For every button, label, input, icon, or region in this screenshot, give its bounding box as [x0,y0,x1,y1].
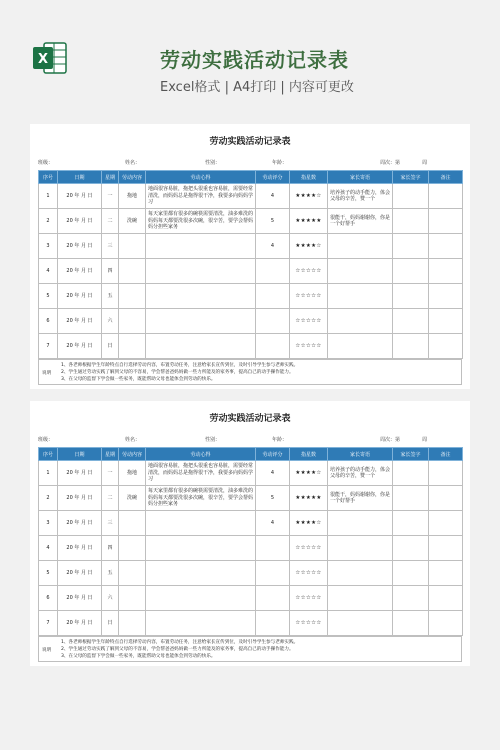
parent-message-cell: 很能干，妈妈谢谢你，你是一个好帮手 [328,486,393,511]
date-cell: 20 年 月 日 [58,234,102,259]
note-line: 1、各老师根据学生年龄特点自行选择劳动内容，布置劳动任务，注意给家长宣传到位，及时引导学生参与老师实践。 [61,363,299,368]
remarks-cell [429,234,463,259]
note-line: 1、各老师根据学生年龄特点自行选择劳动内容，布置劳动任务，注意给家长宣传到位，及时引导学生参与老师实践。 [61,640,299,645]
insight-cell [146,611,256,636]
parent-message-cell: 很能干，妈妈谢谢你，你是一个好帮手 [328,209,393,234]
remarks-cell [429,259,463,284]
name-label: 姓名： [125,437,141,443]
column-header: 劳动内容 [119,448,146,461]
sheet-title: 劳动实践活动记录表 [209,137,291,147]
record-table [38,170,463,359]
content-cell: 洗碗 [119,209,146,234]
insight-cell [146,234,256,259]
table-row [39,284,463,309]
star-rating: ☆☆☆☆☆ [290,284,328,309]
date-cell: 20 年 月 日 [58,309,102,334]
record-sheet-1 [30,124,470,389]
table-row [39,259,463,284]
content-cell [119,586,146,611]
insight-cell: 地面很容易脏，拖把头很重也容易脏，需要经常清洗，而妈妈总是拖得很干净，我要多向妈妈学习 [146,184,256,209]
table-row [39,486,463,511]
insight-cell: 每天家里都有很多的碗筷需要清洗，油多难洗的妈妈每天都要洗很多次碗，很辛苦，要学会帮妈妈分担些家务 [146,486,256,511]
star-rating: ☆☆☆☆☆ [290,536,328,561]
date-cell: 20 年 月 日 [58,486,102,511]
remarks-cell [429,511,463,536]
weekday-cell: 二 [102,486,119,511]
insight-cell: 每天家里都有很多的碗筷需要清洗，油多难洗的妈妈每天都要洗很多次碗，很辛苦，要学会帮妈妈分担些家务 [146,209,256,234]
table-row [39,586,463,611]
table-header-row [39,171,463,184]
row-number: 5 [39,284,58,309]
remarks-cell [429,209,463,234]
page-subtitle: Excel格式 | A4打印 | 内容可更改 [160,80,354,95]
score-cell [256,309,290,334]
table-row [39,309,463,334]
score-cell [256,536,290,561]
insight-cell [146,309,256,334]
record-table [38,447,463,636]
column-header: 家长签字 [393,171,429,184]
score-cell [256,259,290,284]
parent-signature-cell [393,259,429,284]
insight-cell [146,561,256,586]
insight-cell [146,586,256,611]
score-cell [256,561,290,586]
row-number: 3 [39,234,58,259]
insight-cell [146,334,256,359]
parent-message-cell [328,611,393,636]
column-header: 劳动评分 [256,171,290,184]
remarks-cell [429,461,463,486]
column-header: 指星数 [290,171,328,184]
date-cell: 20 年 月 日 [58,561,102,586]
svg-text:X: X [37,52,49,67]
score-cell: 5 [256,486,290,511]
column-header: 日期 [58,171,102,184]
week-unit-label: 周 [422,437,428,443]
star-rating: ☆☆☆☆☆ [290,334,328,359]
score-cell [256,586,290,611]
column-header: 星期 [102,171,119,184]
content-cell: 拖地 [119,461,146,486]
table-row [39,184,463,209]
table-row [39,611,463,636]
notes-label: 说明 [42,371,52,376]
insight-cell [146,511,256,536]
weekday-cell: 日 [102,611,119,636]
column-header: 家长签字 [393,448,429,461]
column-header: 劳动心得 [146,171,256,184]
remarks-cell [429,611,463,636]
insight-cell [146,259,256,284]
weekday-cell: 四 [102,536,119,561]
weekday-cell: 三 [102,511,119,536]
parent-signature-cell [393,234,429,259]
week-label: 周次：第 [380,160,401,166]
parent-signature-cell [393,586,429,611]
row-number: 2 [39,486,58,511]
parent-message-cell [328,259,393,284]
date-cell: 20 年 月 日 [58,586,102,611]
date-cell: 20 年 月 日 [58,461,102,486]
parent-message-cell [328,334,393,359]
score-cell [256,334,290,359]
column-header: 劳动内容 [119,171,146,184]
content-cell [119,536,146,561]
column-header: 序号 [39,171,58,184]
star-rating: ★★★★☆ [290,511,328,536]
content-cell [119,611,146,636]
star-rating: ☆☆☆☆☆ [290,259,328,284]
week-unit-label: 周 [422,160,428,166]
date-cell: 20 年 月 日 [58,184,102,209]
parent-signature-cell [393,511,429,536]
class-label: 班级： [38,160,54,166]
row-number: 4 [39,259,58,284]
parent-signature-cell [393,284,429,309]
score-cell [256,611,290,636]
remarks-cell [429,184,463,209]
date-cell: 20 年 月 日 [58,334,102,359]
row-number: 1 [39,461,58,486]
parent-signature-cell [393,461,429,486]
weekday-cell: 三 [102,234,119,259]
remarks-cell [429,486,463,511]
content-cell [119,511,146,536]
table-row [39,536,463,561]
content-cell [119,234,146,259]
star-rating: ★★★★☆ [290,234,328,259]
week-label: 周次：第 [380,437,401,443]
score-cell: 4 [256,234,290,259]
score-cell: 5 [256,209,290,234]
star-rating: ☆☆☆☆☆ [290,309,328,334]
parent-signature-cell [393,561,429,586]
star-rating: ★★★★★ [290,209,328,234]
parent-message-cell [328,561,393,586]
content-cell [119,309,146,334]
notes-box [38,359,462,385]
score-cell: 4 [256,461,290,486]
note-line: 3、在父母的监督下学会做一些家务，既能帮助父母也能体会到劳动的快乐。 [61,377,216,382]
weekday-cell: 一 [102,184,119,209]
column-header: 家长寄语 [328,171,393,184]
name-label: 姓名： [125,160,141,166]
sheet-title: 劳动实践活动记录表 [209,414,291,424]
star-rating: ★★★★★ [290,486,328,511]
date-cell: 20 年 月 日 [58,536,102,561]
note-line: 2、学生通过劳动实践了解到父母的不容易，学会帮爸爸妈妈做一些力所能及的家务事，提高自己的动手操作能力。 [61,647,294,652]
parent-signature-cell [393,334,429,359]
notes-box [38,636,462,662]
row-number: 1 [39,184,58,209]
date-cell: 20 年 月 日 [58,259,102,284]
parent-message-cell: 培养孩子的动手能力，体会父母的辛苦，赞一个 [328,461,393,486]
column-header: 备注 [429,171,463,184]
score-cell: 4 [256,511,290,536]
remarks-cell [429,334,463,359]
row-number: 4 [39,536,58,561]
weekday-cell: 五 [102,561,119,586]
parent-message-cell [328,511,393,536]
gender-label: 性别： [205,160,221,166]
column-header: 日期 [58,448,102,461]
column-header: 星期 [102,448,119,461]
star-rating: ★★★★☆ [290,184,328,209]
row-number: 7 [39,611,58,636]
insight-cell [146,536,256,561]
parent-signature-cell [393,184,429,209]
parent-signature-cell [393,536,429,561]
student-info-row [30,159,470,169]
weekday-cell: 一 [102,461,119,486]
parent-signature-cell [393,611,429,636]
table-row [39,561,463,586]
content-cell [119,334,146,359]
age-label: 年龄： [272,160,288,166]
page-title: 劳动实践活动记录表 [160,48,349,72]
row-number: 5 [39,561,58,586]
age-label: 年龄： [272,437,288,443]
class-label: 班级： [38,437,54,443]
weekday-cell: 五 [102,284,119,309]
parent-signature-cell [393,209,429,234]
insight-cell [146,284,256,309]
date-cell: 20 年 月 日 [58,209,102,234]
content-cell [119,259,146,284]
table-row [39,334,463,359]
remarks-cell [429,561,463,586]
row-number: 3 [39,511,58,536]
insight-cell: 地面很容易脏，拖把头很重也容易脏，需要经常清洗，而妈妈总是拖得很干净，我要多向妈妈学习 [146,461,256,486]
remarks-cell [429,284,463,309]
row-number: 2 [39,209,58,234]
remarks-cell [429,536,463,561]
page-header [0,0,500,118]
record-sheet-2 [30,401,470,666]
excel-icon [30,38,70,78]
column-header: 备注 [429,448,463,461]
table-row [39,209,463,234]
column-header: 劳动心得 [146,448,256,461]
note-line: 3、在父母的监督下学会做一些家务，既能帮助父母也能体会到劳动的快乐。 [61,654,216,659]
weekday-cell: 六 [102,309,119,334]
parent-message-cell [328,536,393,561]
parent-message-cell [328,309,393,334]
weekday-cell: 日 [102,334,119,359]
star-rating: ☆☆☆☆☆ [290,561,328,586]
table-header-row [39,448,463,461]
table-row [39,234,463,259]
date-cell: 20 年 月 日 [58,284,102,309]
content-cell [119,561,146,586]
table-row [39,511,463,536]
content-cell: 拖地 [119,184,146,209]
gender-label: 性别： [205,437,221,443]
remarks-cell [429,309,463,334]
table-row [39,461,463,486]
parent-signature-cell [393,309,429,334]
row-number: 6 [39,586,58,611]
column-header: 劳动评分 [256,448,290,461]
content-cell [119,284,146,309]
weekday-cell: 六 [102,586,119,611]
star-rating: ☆☆☆☆☆ [290,586,328,611]
parent-message-cell [328,284,393,309]
star-rating: ☆☆☆☆☆ [290,611,328,636]
row-number: 7 [39,334,58,359]
parent-message-cell [328,586,393,611]
parent-message-cell: 培养孩子的动手能力，体会父母的辛苦，赞一个 [328,184,393,209]
column-header: 家长寄语 [328,448,393,461]
content-cell: 洗碗 [119,486,146,511]
student-info-row [30,436,470,446]
weekday-cell: 二 [102,209,119,234]
parent-message-cell [328,234,393,259]
date-cell: 20 年 月 日 [58,611,102,636]
column-header: 序号 [39,448,58,461]
date-cell: 20 年 月 日 [58,511,102,536]
parent-signature-cell [393,486,429,511]
column-header: 指星数 [290,448,328,461]
remarks-cell [429,586,463,611]
note-line: 2、学生通过劳动实践了解到父母的不容易，学会帮爸爸妈妈做一些力所能及的家务事，提高自己的动手操作能力。 [61,370,294,375]
star-rating: ★★★★☆ [290,461,328,486]
weekday-cell: 四 [102,259,119,284]
score-cell [256,284,290,309]
row-number: 6 [39,309,58,334]
notes-label: 说明 [42,648,52,653]
score-cell: 4 [256,184,290,209]
